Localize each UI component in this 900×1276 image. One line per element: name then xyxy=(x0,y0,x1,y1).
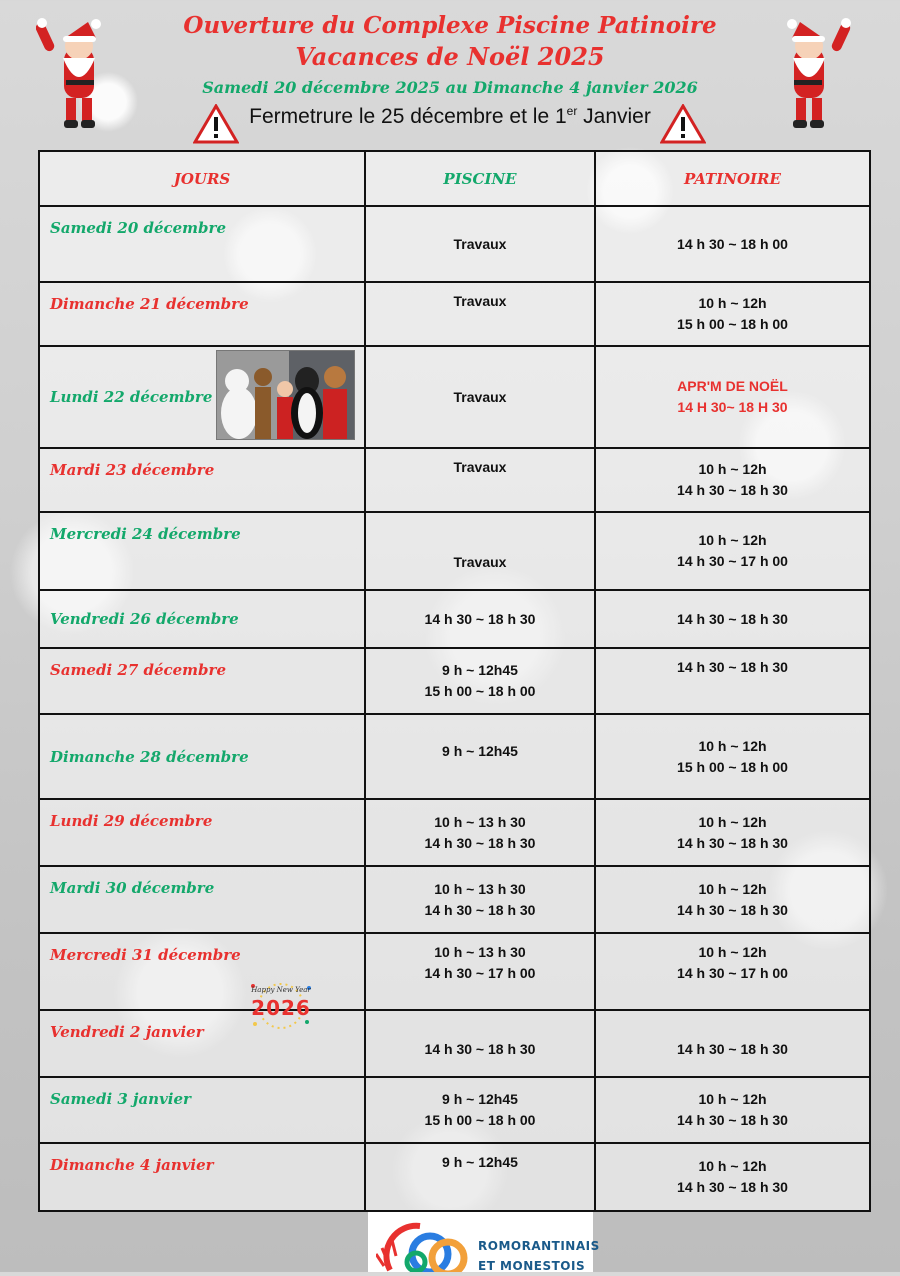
header-days: JOURS xyxy=(39,151,365,206)
day-label: Samedi 3 janvier xyxy=(39,1077,365,1143)
hours-line: Travaux xyxy=(453,293,507,309)
rink-hours xyxy=(595,799,870,866)
day-label: Mercredi 24 décembre xyxy=(39,512,365,590)
table-header-row xyxy=(39,151,870,206)
hours-line: 14 h 30 ~ 18 h 30 xyxy=(677,659,788,675)
hours-line: 10 h ~ 12h xyxy=(698,461,767,477)
day-label: Mercredi 31 décembre xyxy=(39,933,365,1010)
rink-hours xyxy=(595,714,870,799)
pool-hours xyxy=(365,866,595,933)
closure-prefix: Fermetrure le 25 décembre et le 1 xyxy=(249,105,567,128)
hours-line: 14 h 30 ~ 18 h 30 xyxy=(677,482,788,498)
logo-text xyxy=(478,1236,600,1276)
hours-line: 10 h ~ 12h xyxy=(698,944,767,960)
hours-line: 15 h 00 ~ 18 h 00 xyxy=(424,1112,536,1128)
hours-line: 14 h 30 ~ 17 h 00 xyxy=(677,965,788,981)
pool-hours xyxy=(365,590,595,648)
rink-hours xyxy=(595,648,870,714)
day-label: Lundi 22 décembre xyxy=(39,346,365,448)
closure-suffix: Janvier xyxy=(577,105,651,128)
table-row xyxy=(39,648,870,714)
day-label: Dimanche 28 décembre xyxy=(39,714,365,799)
hours-line: 10 h ~ 12h xyxy=(698,1091,767,1107)
day-label: Dimanche 4 janvier xyxy=(39,1143,365,1211)
hours-line: Travaux xyxy=(453,388,507,405)
rink-hours xyxy=(595,933,870,1010)
hours-line: 10 h ~ 13 h 30 xyxy=(434,944,526,960)
christmas-mascots-photo xyxy=(216,350,355,440)
table-row xyxy=(39,933,870,1010)
hours-line: Travaux xyxy=(453,554,507,570)
hours-line: 9 h ~ 12h45 xyxy=(442,1091,518,1107)
day-label: Vendredi 26 décembre xyxy=(39,590,365,648)
warning-right-icon xyxy=(660,104,706,144)
hours-line: 14 h 30 ~ 18 h 30 xyxy=(677,1112,788,1128)
hours-line: 14 h 30 ~ 18 h 30 xyxy=(677,610,788,627)
table-row xyxy=(39,590,870,648)
hours-line: 14 h 30 ~ 17 h 00 xyxy=(677,553,788,569)
day-label: Lundi 29 décembre xyxy=(39,799,365,866)
pool-hours xyxy=(365,714,595,799)
title-line1: Ouverture du Complexe Piscine Patinoire xyxy=(183,12,717,39)
hours-line: Travaux xyxy=(453,459,507,475)
hours-line: 14 h 30 ~ 17 h 00 xyxy=(424,965,536,981)
hours-line: 14 h 30 ~ 18 h 30 xyxy=(424,834,536,851)
hours-line: 9 h ~ 12h45 xyxy=(442,743,518,759)
day-label: Mardi 30 décembre xyxy=(39,866,365,933)
table-row xyxy=(39,1143,870,1211)
hours-line: 14 h 30 ~ 18 h 00 xyxy=(677,235,788,252)
table-row xyxy=(39,512,870,590)
rink-hours xyxy=(595,282,870,346)
pool-hours xyxy=(365,799,595,866)
table-row xyxy=(39,346,870,448)
table-row xyxy=(39,1077,870,1143)
rink-hours xyxy=(595,1010,870,1077)
day-label: Dimanche 21 décembre xyxy=(39,282,365,346)
rink-hours xyxy=(595,590,870,648)
hours-line: 10 h ~ 12h xyxy=(698,1158,767,1174)
rink-hours xyxy=(595,448,870,512)
hours-line: 14 h 30 ~ 18 h 30 xyxy=(424,610,536,627)
hours-line: 10 h ~ 12h xyxy=(698,880,767,897)
hours-line: 14 h 30 ~ 18 h 30 xyxy=(424,1041,536,1057)
table-row xyxy=(39,206,870,282)
day-label: Vendredi 2 janvier xyxy=(39,1010,365,1077)
hours-line: 15 h 00 ~ 18 h 00 xyxy=(677,758,788,775)
header-rink: PATINOIRE xyxy=(595,151,870,206)
hours-line: 9 h ~ 12h45 xyxy=(442,662,518,678)
pool-hours xyxy=(365,648,595,714)
closure-sup: er xyxy=(566,104,578,118)
hours-line: 14 H 30~ 18 H 30 xyxy=(677,399,788,415)
pool-hours xyxy=(365,448,595,512)
rink-hours xyxy=(595,1143,870,1211)
table-row xyxy=(39,714,870,799)
hours-line: 10 h ~ 13 h 30 xyxy=(434,880,526,897)
rink-hours xyxy=(595,866,870,933)
pool-hours xyxy=(365,1077,595,1143)
closure-notice xyxy=(0,104,900,129)
rink-hours xyxy=(595,512,870,590)
logo-line1: ROMORANTINAIS xyxy=(478,1239,600,1253)
hours-line: 10 h ~ 12h xyxy=(698,532,767,548)
pool-hours xyxy=(365,206,595,282)
hours-line: 10 h ~ 13 h 30 xyxy=(434,813,526,830)
rink-hours xyxy=(595,346,870,448)
event-label: APR'M DE NOËL xyxy=(677,378,788,394)
day-label: Samedi 27 décembre xyxy=(39,648,365,714)
pool-hours xyxy=(365,933,595,1010)
table-row xyxy=(39,866,870,933)
badge-line1: Happy New Year xyxy=(251,986,311,994)
badge-line2: 2026 xyxy=(251,996,311,1020)
hours-line: 10 h ~ 12h xyxy=(698,295,767,311)
pool-hours xyxy=(365,512,595,590)
period-subtitle: Samedi 20 décembre 2025 au Dimanche 4 janvier 2026 xyxy=(202,78,698,97)
logo-line2: ET MONESTOIS xyxy=(478,1259,586,1273)
romorantinais-logo xyxy=(368,1212,600,1273)
table-row xyxy=(39,448,870,512)
hours-line: 14 h 30 ~ 18 h 30 xyxy=(677,901,788,918)
hours-line: 15 h 00 ~ 18 h 00 xyxy=(424,683,536,699)
pool-hours xyxy=(365,346,595,448)
pool-hours xyxy=(365,1143,595,1211)
hours-line: Travaux xyxy=(453,235,507,252)
hours-line: 10 h ~ 12h xyxy=(698,737,767,754)
hours-line: 10 h ~ 12h xyxy=(698,813,767,830)
hours-line: 14 h 30 ~ 18 h 30 xyxy=(424,901,536,918)
rink-hours xyxy=(595,1077,870,1143)
day-label: Samedi 20 décembre xyxy=(39,206,365,282)
schedule-table xyxy=(38,150,871,1212)
header-pool: PISCINE xyxy=(365,151,595,206)
pool-hours xyxy=(365,1010,595,1077)
hours-line: 14 h 30 ~ 18 h 30 xyxy=(677,834,788,851)
title-line2: Vacances de Noël 2025 xyxy=(295,42,605,71)
pool-hours xyxy=(365,282,595,346)
happy-new-year-badge xyxy=(247,978,315,1030)
hours-line: 14 h 30 ~ 18 h 30 xyxy=(677,1041,788,1057)
table-row xyxy=(39,1010,870,1077)
table-row xyxy=(39,799,870,866)
hours-line: 15 h 00 ~ 18 h 00 xyxy=(677,316,788,332)
day-label: Mardi 23 décembre xyxy=(39,448,365,512)
logo-emblem-icon xyxy=(376,1212,481,1272)
hours-line: 14 h 30 ~ 18 h 30 xyxy=(677,1179,788,1195)
hours-line: 9 h ~ 12h45 xyxy=(442,1154,518,1170)
rink-hours xyxy=(595,206,870,282)
table-row xyxy=(39,282,870,346)
